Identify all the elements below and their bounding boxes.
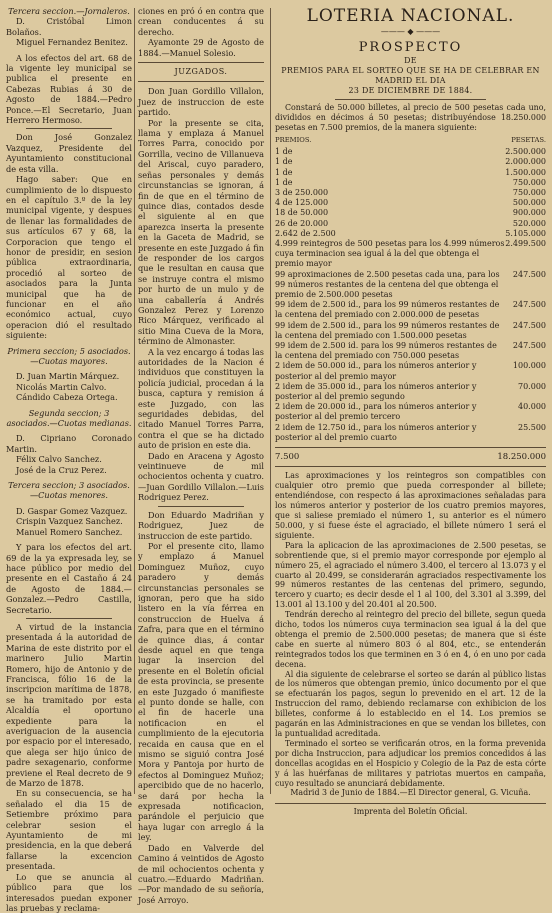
prize-row — [275, 168, 546, 178]
prize-row — [275, 402, 546, 422]
name-line: Nicolás Martin Calvo. — [16, 381, 107, 392]
prize-amount: 247.500 — [512, 341, 546, 351]
paragraph: Al dia siguiente de celebrarse el sorteo se darán al público listas de los números que obtengan premio, único documento por el que se efectuarán los pagos, segun lo prevenido en el art. 12 de la Instruccion del ramo, debiendo reclamarse con exhibicion de los billetes, conforme á lo establecido en el 14. Los premios se pagarán en las Administraciones en que se vendan los billetes, con la puntualidad acreditada. — [275, 669, 546, 739]
paragraph: Don Eduardo Madriñan y Rodriguez, Juez de instruccion de este partido. — [138, 509, 264, 541]
name-line: D. Gaspar Gomez Vazquez. — [16, 505, 128, 516]
prize-amount: 520.000 — [512, 218, 546, 228]
prize-description: 99 idem de 2.500 id. para los 99 números restantes de la centena del premiado con 750.000 pesetas — [275, 341, 497, 361]
section-title: Primera seccion; 5 asociados.—Cuotas mayores. — [7, 345, 131, 366]
paragraph: Para la aplicacion de las aproximaciones de 2.500 pesetas, se sobrentiende que, si el premio mayor corresponde por ejemplo al número 25, el agraciado el número 3.400, el tercero al 13.073 y el cuarto al 20.499, se considerarán agraciados respectivamente los 99 números restantes de las centenas del primero, segundo, tercero y cuarto; es decir desde el 1 al 100, del 3.301 al 3.399, del 13.001 al 13.100 y del 20.401 al 20.500. — [275, 540, 546, 610]
prospectus-title: PROSPECTO — [358, 40, 463, 56]
column-3 — [275, 6, 546, 817]
prize-description: 18 de 50.000 — [275, 208, 329, 218]
prize-description: 4.999 reintegros de 500 pesetas para los 4.999 números cuya terminacion sea igual á la del que obtenga el premio mayor — [275, 238, 505, 269]
paragraph: A virtud de la instancia presentada á la autoridad de Marina de este distrito por el marinero Julio Martin Romero, hijo de Antonio y de Francisca, fólio 16 de la inscripcion marítima de 1878, se ha tramitado por esta Alcaldía el oportuno expediente para la averiguacion de la ausencia por espacio por el interesado, que alega ser hijo único de padre sexagenario, conforme previene el Real decreto de 9 de Marzo de 1878. — [6, 621, 132, 789]
prize-amount: 70.000 — [518, 381, 546, 391]
prize-description: 2 idem de 50.000 id., para los números anterior y posterior al del premio mayor — [275, 361, 477, 381]
prize-amount: 2.000.000 — [505, 157, 546, 167]
prize-row — [275, 270, 546, 301]
prize-description: 1 de — [275, 157, 293, 167]
section-heading: JUZGADOS. — [174, 67, 228, 77]
separator — [275, 447, 546, 448]
prize-row — [275, 147, 546, 157]
paragraph: A la vez encargo á todas las autoridades de la Nacion é individuos que constituyen la policía judicial, procedan á la busca, captura y remision á este Juzgado, con las seguridades debidas, del citado Manuel Torres Parra, contra el que se ha dictado auto de prision en este dia. — [138, 346, 264, 451]
paragraph: En su consecuencia, se ha señalado el dia 15 de Setiembre próximo para celebrar sesion el Ayuntamiento de mi presidencia, en la que deberá fallarse la excencion presentada. — [6, 788, 132, 872]
prospectus-de: DE — [404, 56, 417, 66]
prize-description: 2 idem de 35.000 id., para los números anterior y posterior al del premio segundo — [275, 381, 477, 402]
intro-paragraph: Constará de 50.000 billetes, al precio de 500 pesetas cada uno, divididos en décimos á 50 pesetas; distribuyéndose 18.250.000 pesetas en 7.500 premios, de la manera siguiente: — [275, 103, 546, 132]
signature-line: Madrid 3 de Junio de 1884.—El Director general, G. Vicuña. — [290, 788, 531, 798]
pesetas-header: PESETAS. — [511, 135, 546, 144]
prize-description: 1 de — [275, 147, 293, 157]
name-line: Miguel Fernandez Benitez. — [16, 37, 128, 48]
lottery-title: LOTERIA NACIONAL. — [306, 6, 515, 26]
paragraph: Ayamonte 29 de Agosto de 1884.—Manuel Solesio. — [138, 37, 264, 58]
paragraph: Dado en Aracena y Agosto veintinueve de mil ochocientos ochenta y cuatro.—Juan Gordillo Villalon.—Luis Rodriguez Perez. — [138, 450, 264, 503]
prize-amount: 750.000 — [512, 187, 546, 197]
paragraph: Don José Gonzalez Vazquez, Presidente del Ayuntamiento constitucional de esta villa. — [6, 132, 132, 174]
separator — [138, 62, 264, 63]
prize-row — [275, 321, 546, 341]
name-line: D. Cristóbal Limon Bolaños. — [6, 16, 132, 37]
total-amount: 18.250.000 — [497, 452, 546, 463]
name-line: Cándido Cabeza Ortega. — [16, 392, 118, 403]
prize-description: 99 idem de 2.500 id., para los 99 números restantes de la centena del premiado con 2.000.000 de pesetas — [275, 300, 500, 320]
prize-row — [275, 157, 546, 167]
paragraph: Terminado el sorteo se verificarán otros, en la forma prevenida por dicha Instruccion, para adjudicar los premios concedidos á las doncellas acogidas en el Hospicio y Colegio de la Paz de esta córte y á las huérfanas de militares y patriotas muertos en campaña, cuyo resultado se anunciará debidamente. — [275, 738, 546, 788]
prize-row — [275, 198, 546, 208]
paragraph: Dado en Valverde del Camino á veintidos de Agosto de mil ochocientos ochenta y cuatro.—Eduardo Madriñan.—Por mandado de su señoría, José Arroyo. — [138, 842, 264, 905]
paragraph: Por la presente se cita, llama y emplaza á Manuel Torres Parra, conocido por Gorrilla, vecino de Villanueva del Ariscal, cuyo paradero, señas personales y demás circunstancias se ignoran, á fin de que en el término de quince dias, contados desde el siguiente al en que aparezca inserta la presente en la Gaceta de Madrid, se presente en este Juzgado á fin de responder de los cargos que le resultan en causa que se instruye contra el mismo por hurto de un mulo y de una caballería á Andrés Gonzalez Perez y Lorenzo Rico Márquez, verificado al sitio Mina Cueva de la Mora, término de Almonaster. — [138, 117, 264, 347]
prize-amount: 900.000 — [512, 208, 546, 218]
prize-row — [275, 229, 546, 239]
separator — [275, 466, 546, 467]
prize-description: 26 de 20.000 — [275, 218, 329, 228]
prospectus-line-1: PREMIOS PARA EL SORTEO QUE SE HA DE CELEBRAR EN MADRID EL DIA — [281, 66, 540, 86]
prize-row — [275, 300, 546, 320]
prize-description: 2.642 de 2.500 — [275, 228, 336, 238]
prospectus-line-2: 23 DE DICIEMBRE DE 1884. — [348, 86, 473, 96]
prize-amount: 25.500 — [518, 422, 546, 432]
paragraph: Y para los efectos del art. 69 de la ya expresada ley, se hace público por medio del presente en el Castaño á 24 de Agosto de 1884.—Gonzalez.—Pedro Castilla, Secretario. — [6, 542, 132, 615]
prize-amount: 2.500.000 — [505, 147, 546, 157]
paragraph: A los efectos del art. 68 de la vigente ley municipal se publica el presente en Cabezas Rubias á 30 de Agosto de 1884.—Pedro Ponce.—El Secretario, Juan Herrero Hermoso. — [6, 52, 132, 126]
prize-description: 3 de 250.000 — [275, 187, 329, 197]
paragraph: Hago saber: Que en cumplimiento de lo dispuesto en el capítulo 3.º de la ley municipal vigente, y despues de llenar las formalidades de sus artículos 67 y 68, la Corporacion que tengo el honor de presidir, en sesion pública extraordinaria, procedió al sorteo de asociados para la Junta municipal que ha de funcionar en el año económico actual, cuyo operacion dió el resultado siguiente: — [6, 174, 132, 341]
prize-amount: 40.000 — [518, 402, 546, 412]
prize-description: 99 aproximaciones de 2.500 pesetas cada una, para los 99 números restantes de la centena del que obtenga el premio de 2.500.000 pesetas — [275, 269, 500, 299]
prize-amount: 1.500.000 — [505, 167, 546, 177]
separator — [275, 803, 546, 804]
prize-description: 2 idem de 12.750 id., para los números anterior y posterior al del premio cuarto — [275, 422, 477, 442]
name-line: D. Juan Martin Márquez. — [16, 371, 120, 382]
paragraph: Tendrán derecho al reintegro del precio del billete, segun queda dicho, todos los números cuya terminacion sea igual á la del que obtenga el premio de 2.500.000 pesetas; de manera que si éste cabe en suerte al número 803 ó al 804, etc., se entenderán reintegrados todos los que terminen en 3 ó en 4, ó en uno por cada decena. — [275, 610, 546, 669]
section-title: Tercera seccion; 3 asociados.—Cuotas menores. — [8, 480, 130, 501]
total-count: 7.500 — [275, 452, 300, 463]
separator — [335, 99, 486, 100]
prize-description: 4 de 125.000 — [275, 198, 329, 208]
prize-row — [275, 382, 546, 402]
printer-footer: Imprenta del Boletín Oficial. — [353, 807, 468, 817]
name-line: Manuel Romero Sanchez. — [16, 526, 123, 537]
prize-amount: 500.000 — [512, 198, 546, 208]
prize-row — [275, 423, 546, 443]
prize-total — [275, 452, 546, 462]
premios-header: PREMIOS. — [275, 135, 312, 144]
prize-row — [275, 219, 546, 229]
paragraph: Por el presente cito, llamo y emplazo á Manuel Dominguez Muñoz, cuyo paradero y demás circunstancias personales se ignoran, pero que ha sido listero en la vía férrea en construccion de Huelva á Zafra, para que en el término de quince dias, á contar desde aquel en que tenga lugar la insercion del presente en el Boletín oficial de esta provincia, se presente en este Juzgado ó manifieste el punto donde se halle, con el fin de hacerle una notificacion en el cumplimiento de la ejecutoria recaida en causa que en el mismo se siguió contra José Mora y Pantoja por hurto de efectos al Dominguez Muñoz; apercibido que de no hacerlo, se dará por hecha la expresada notificacion, parándole el perjuicio que haya lugar con arreglo á la ley. — [138, 540, 264, 843]
prize-amount: 100.000 — [512, 361, 546, 371]
name-line: José de la Cruz Perez. — [16, 464, 107, 475]
paragraph: Las aproximaciones y los reintegros son compatibles con cualquier otro premio que pueda corresponder al billete; entendiéndose, con respecto á las aproximaciones señaladas para los números anterior y posterior de los cuatro premios mayores, que si saliese premiado el número 1, su anterior es el número 50.000, y si fuese éste el agraciado, el billete número 1 será el siguiente. — [275, 471, 546, 540]
prize-row — [275, 239, 546, 270]
column-rule — [134, 8, 135, 794]
separator — [138, 81, 264, 82]
paragraph: ciones en pró ó en contra que crean conducentes á su derecho. — [138, 6, 264, 37]
separator — [158, 506, 244, 507]
prize-amount: 247.500 — [512, 300, 546, 310]
prize-amount: 5.105.000 — [505, 228, 546, 238]
section-header: Tercera seccion.—Jornaleros. — [8, 6, 130, 16]
section-title: Segunda seccion; 3 asociados.—Cuotas medianas. — [6, 407, 132, 429]
paragraph: Lo que se anuncia al público para que los interesados puedan exponer las pruebas y reclama- — [6, 871, 132, 913]
prize-amount: 247.500 — [512, 320, 546, 330]
prize-amount: 2.499.500 — [505, 238, 546, 248]
column-1 — [6, 6, 132, 913]
separator — [26, 618, 112, 619]
prize-row — [275, 188, 546, 198]
prize-description: 1 de — [275, 167, 293, 177]
prize-amount: 750.000 — [512, 177, 546, 187]
prize-table-header — [275, 135, 546, 145]
ornament-divider: ——— ◆ ——— — [380, 27, 441, 36]
prize-row — [275, 208, 546, 218]
prize-description: 99 idem de 2.500 id., para los 99 números restantes de la centena del premiado con 1.500.000 pesetas — [275, 320, 500, 340]
prize-row — [275, 361, 546, 381]
paragraph: Don Juan Gordillo Villalon, Juez de instruccion de este partido. — [138, 86, 264, 118]
prize-amount: 247.500 — [512, 269, 546, 279]
prize-table — [275, 147, 546, 443]
prize-row — [275, 341, 546, 361]
separator — [26, 128, 112, 129]
name-line: Félix Calvo Sanchez. — [16, 454, 102, 465]
name-line: D. Cipriano Coronado Martin. — [6, 433, 132, 454]
prize-description: 1 de — [275, 177, 293, 187]
name-line: Crispin Vazquez Sanchez. — [16, 516, 123, 527]
column-2 — [138, 6, 264, 905]
prize-description: 2 idem de 20.000 id., para los números anterior y posterior al del premio tercero — [275, 402, 477, 422]
prize-row — [275, 178, 546, 188]
column-rule — [270, 8, 271, 794]
